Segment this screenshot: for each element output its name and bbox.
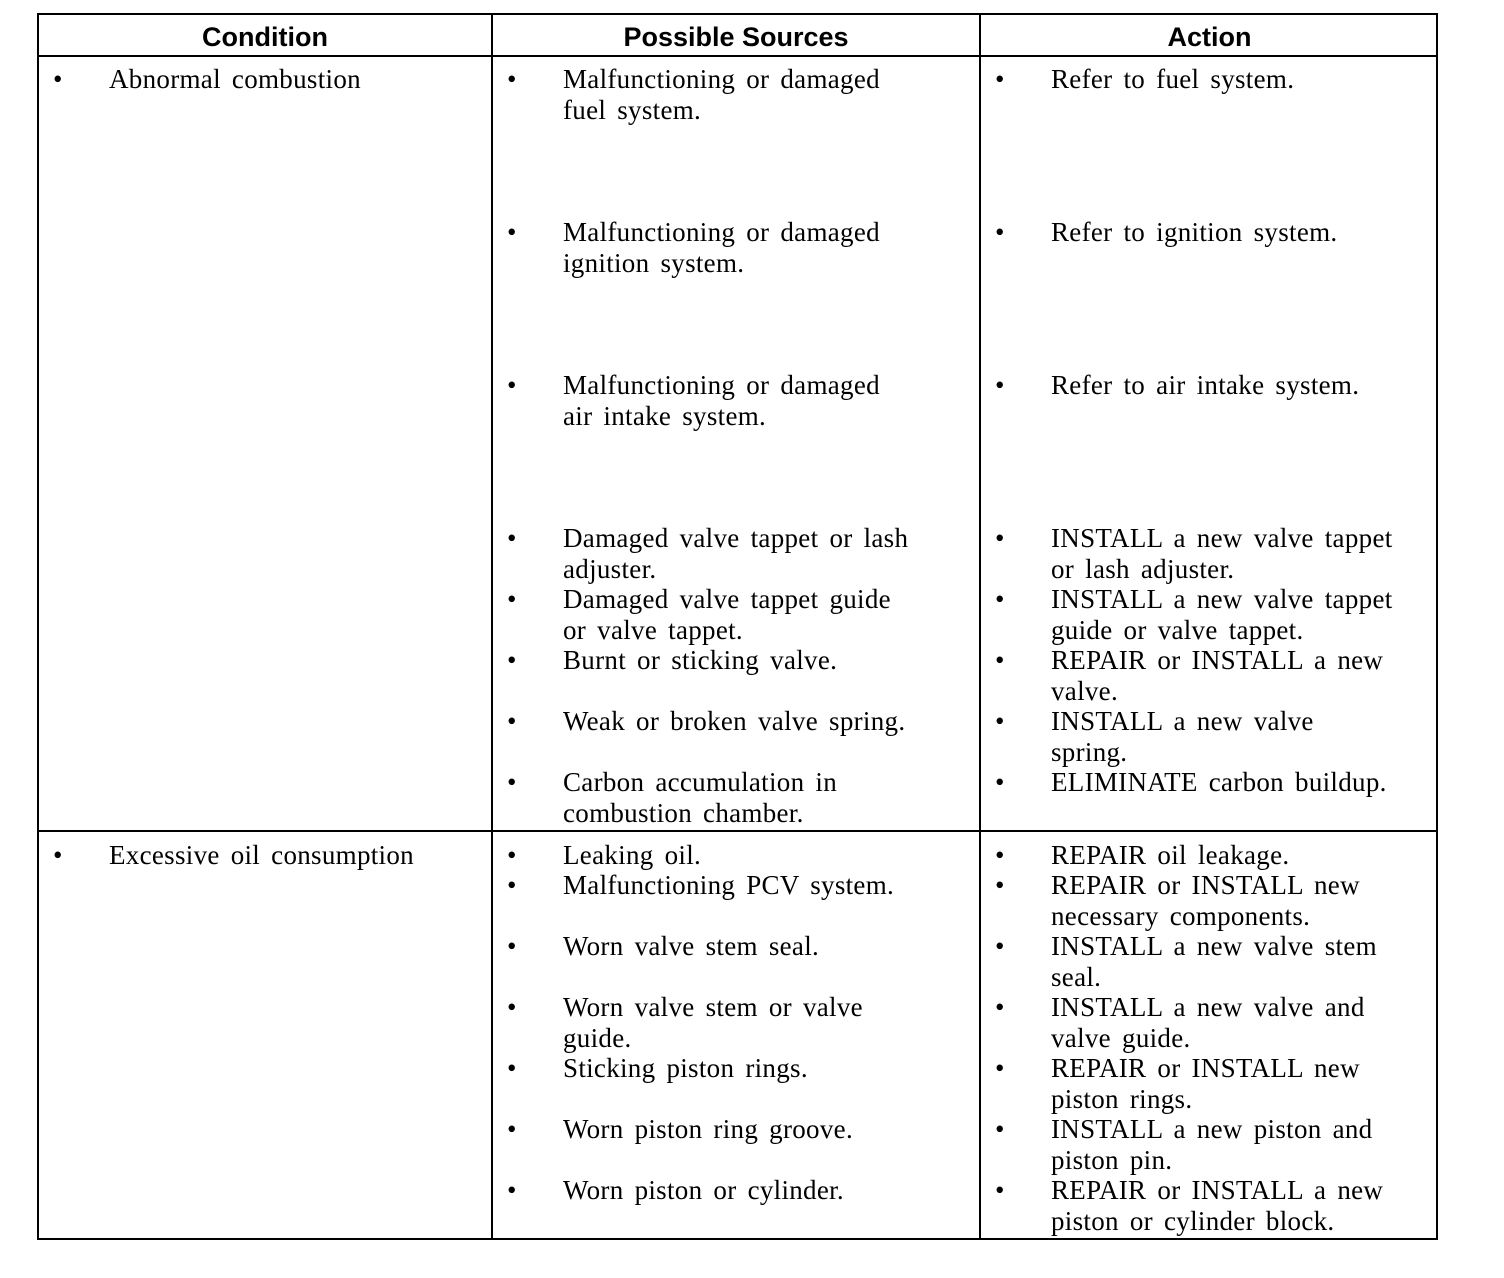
bullet-marker: • [507,767,517,797]
source-text: Worn piston or cylinder. [563,1175,844,1205]
bullet-marker: • [507,64,517,94]
source-text: Worn piston ring groove. [563,1114,853,1144]
bullet-marker: • [995,1053,1005,1083]
source-text: Malfunctioning PCV system. [563,870,895,900]
action-text: INSTALL a new valve spring. [1051,706,1314,767]
bullet-marker: • [507,1175,517,1205]
bullet-marker: • [995,64,1005,94]
source-text: Damaged valve tappet or lash adjuster. [563,523,909,584]
bullet-marker: • [995,840,1005,870]
source-text: Malfunctioning or damaged air intake system. [563,370,880,431]
action-text: INSTALL a new piston and piston pin. [1051,1114,1373,1175]
action-text: Refer to ignition system. [1051,217,1338,247]
source-text: Sticking piston rings. [563,1053,808,1083]
bullet-marker: • [507,870,517,900]
action-text: REPAIR or INSTALL a new valve. [1051,645,1384,706]
bullet-marker: • [507,931,517,961]
source-text: Weak or broken valve spring. [563,706,906,736]
bullet-marker: • [507,840,517,870]
action-text: INSTALL a new valve and valve guide. [1051,992,1365,1053]
bullet-marker: • [995,217,1005,247]
bullet-marker: • [53,64,63,94]
bullet-marker: • [507,992,517,1022]
troubleshooting-table [37,13,1438,1240]
action-text: Refer to air intake system. [1051,370,1360,400]
bullet-marker: • [995,992,1005,1022]
action-text: Refer to fuel system. [1051,64,1295,94]
source-text: Leaking oil. [563,840,702,870]
action-text: REPAIR or INSTALL new piston rings. [1051,1053,1360,1114]
action-text: INSTALL a new valve stem seal. [1051,931,1377,992]
bullet-marker: • [995,1114,1005,1144]
source-text: Worn valve stem or valve guide. [563,992,863,1053]
bullet-marker: • [507,523,517,553]
column-divider [491,15,493,1238]
bullet-marker: • [995,767,1005,797]
bullet-marker: • [507,1053,517,1083]
bullet-marker: • [995,931,1005,961]
header-possible-sources: Possible Sources [623,22,849,52]
row-divider [39,830,1436,832]
action-text: INSTALL a new valve tappet or lash adjuster. [1051,523,1393,584]
bullet-marker: • [995,645,1005,675]
bullet-marker: • [507,584,517,614]
source-text: Malfunctioning or damaged ignition system. [563,217,880,278]
bullet-marker: • [995,706,1005,736]
bullet-marker: • [507,217,517,247]
bullet-marker: • [995,370,1005,400]
header-action: Action [1167,22,1252,52]
bullet-marker: • [507,706,517,736]
bullet-marker: • [507,370,517,400]
bullet-marker: • [507,645,517,675]
bullet-marker: • [995,1175,1005,1205]
bullet-marker: • [995,584,1005,614]
bullet-marker: • [507,1114,517,1144]
source-text: Burnt or sticking valve. [563,645,838,675]
source-text: Malfunctioning or damaged fuel system. [563,64,880,125]
action-text: ELIMINATE carbon buildup. [1051,767,1387,797]
action-text: REPAIR or INSTALL a new piston or cylinder block. [1051,1175,1384,1236]
bullet-marker: • [53,840,63,870]
condition-text: Abnormal combustion [109,64,361,94]
bullet-marker: • [995,523,1005,553]
source-text: Carbon accumulation in combustion chamber. [563,767,838,828]
source-text: Worn valve stem seal. [563,931,820,961]
source-text: Damaged valve tappet guide or valve tappet. [563,584,891,645]
column-divider [979,15,981,1238]
condition-text: Excessive oil consumption [109,840,414,870]
action-text: REPAIR or INSTALL new necessary components. [1051,870,1360,931]
action-text: REPAIR oil leakage. [1051,840,1290,870]
header-condition: Condition [202,22,328,52]
bullet-marker: • [995,870,1005,900]
action-text: INSTALL a new valve tappet guide or valve tappet. [1051,584,1393,645]
